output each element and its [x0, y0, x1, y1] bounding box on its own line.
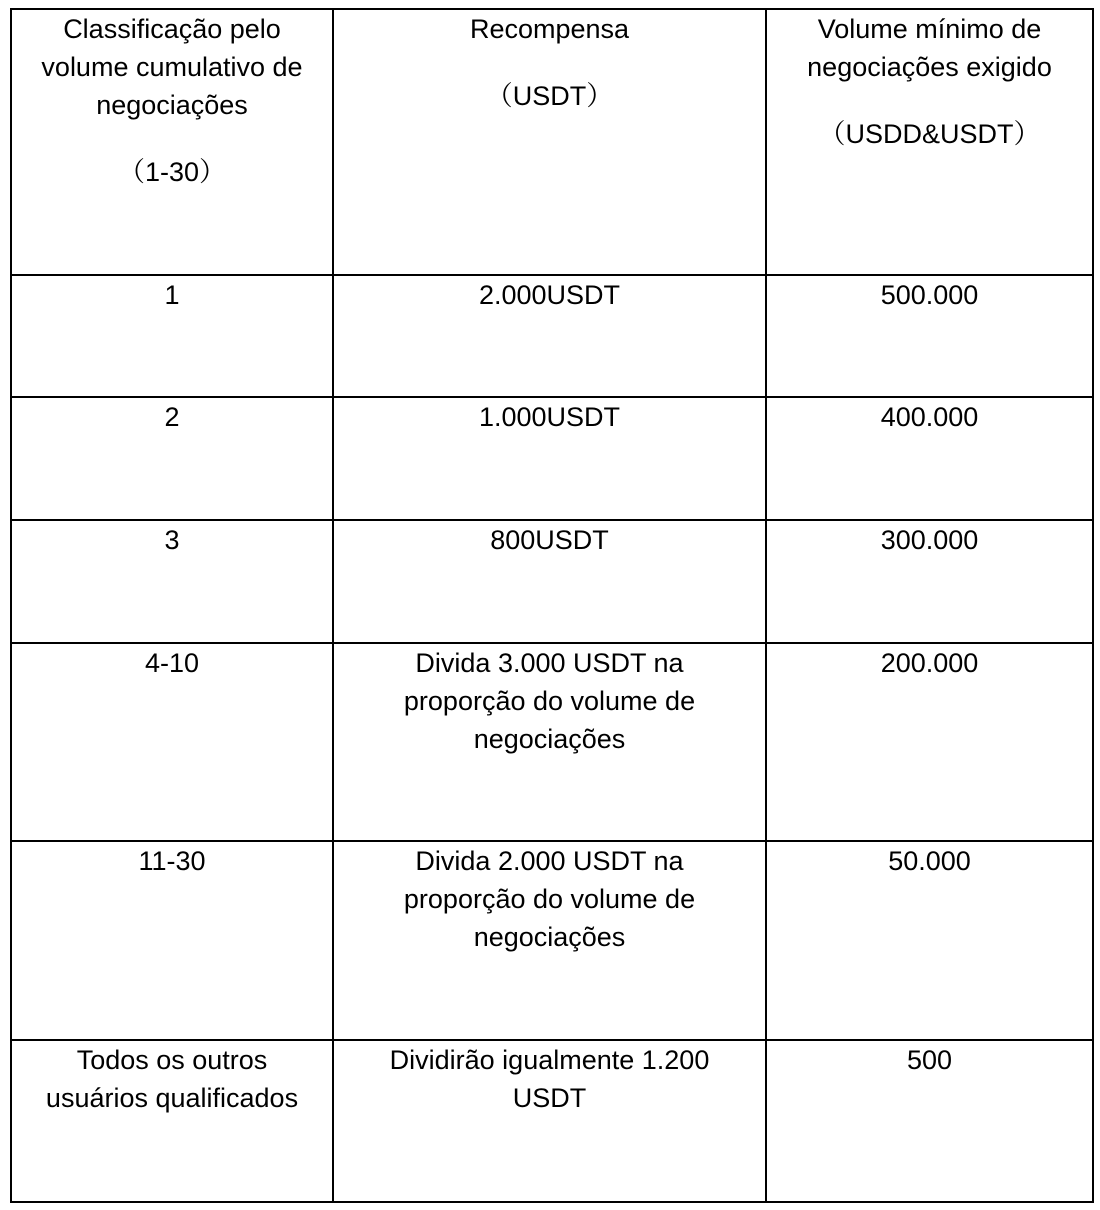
reward-cell [333, 520, 766, 643]
reward-line: Divida 2.000 USDT na [415, 846, 684, 876]
header-reward-note: （USDT） [485, 81, 614, 111]
header-min-volume [766, 9, 1093, 275]
header-min-volume-note: （USDD&USDT） [818, 119, 1041, 149]
table-row [11, 841, 1093, 1040]
reward-line: negociações [473, 922, 626, 952]
rank-cell [11, 1040, 333, 1202]
rank-cell: 2 [11, 397, 333, 520]
reward-cell [333, 1040, 766, 1202]
table-row [11, 520, 1093, 643]
min-volume-cell: 500.000 [766, 275, 1093, 397]
table-row [11, 643, 1093, 841]
header-ranking-line: volume cumulativo de [41, 52, 303, 82]
reward-cell [333, 397, 766, 520]
header-min-volume-line: negociações exigido [807, 52, 1052, 82]
reward-line: proporção do volume de [403, 686, 696, 716]
header-reward [333, 9, 766, 275]
header-ranking-line: Classificação pelo [63, 14, 281, 44]
min-volume-cell: 300.000 [766, 520, 1093, 643]
reward-line: USDT [512, 1083, 587, 1113]
rank-cell: 1 [11, 275, 333, 397]
reward-line: negociações [473, 724, 626, 754]
reward-cell [333, 643, 766, 841]
table-row [11, 1040, 1093, 1202]
header-min-volume-line: Volume mínimo de [817, 14, 1042, 44]
rank-line: usuários qualificados [45, 1083, 299, 1113]
min-volume-cell: 200.000 [766, 643, 1093, 841]
rank-line: Todos os outros [76, 1045, 268, 1075]
reward-cell [333, 841, 766, 1040]
min-volume-cell: 500 [766, 1040, 1093, 1202]
reward-line: 2.000USDT [478, 280, 621, 310]
reward-line: proporção do volume de [403, 884, 696, 914]
rank-cell: 11-30 [11, 841, 333, 1040]
header-ranking-note: （1-30） [117, 157, 227, 187]
reward-cell [333, 275, 766, 397]
header-reward-line: Recompensa [469, 14, 630, 44]
min-volume-cell: 400.000 [766, 397, 1093, 520]
header-ranking-line: negociações [96, 90, 248, 120]
rank-cell: 3 [11, 520, 333, 643]
table-header-row [11, 9, 1093, 275]
rank-cell: 4-10 [11, 643, 333, 841]
table-row [11, 275, 1093, 397]
rewards-table [10, 8, 1094, 1203]
header-ranking [11, 9, 333, 275]
table-row [11, 397, 1093, 520]
reward-line: 1.000USDT [478, 402, 621, 432]
reward-line: Dividirão igualmente 1.200 [389, 1045, 710, 1075]
reward-line: 800USDT [490, 525, 609, 555]
min-volume-cell: 50.000 [766, 841, 1093, 1040]
reward-line: Divida 3.000 USDT na [415, 648, 684, 678]
